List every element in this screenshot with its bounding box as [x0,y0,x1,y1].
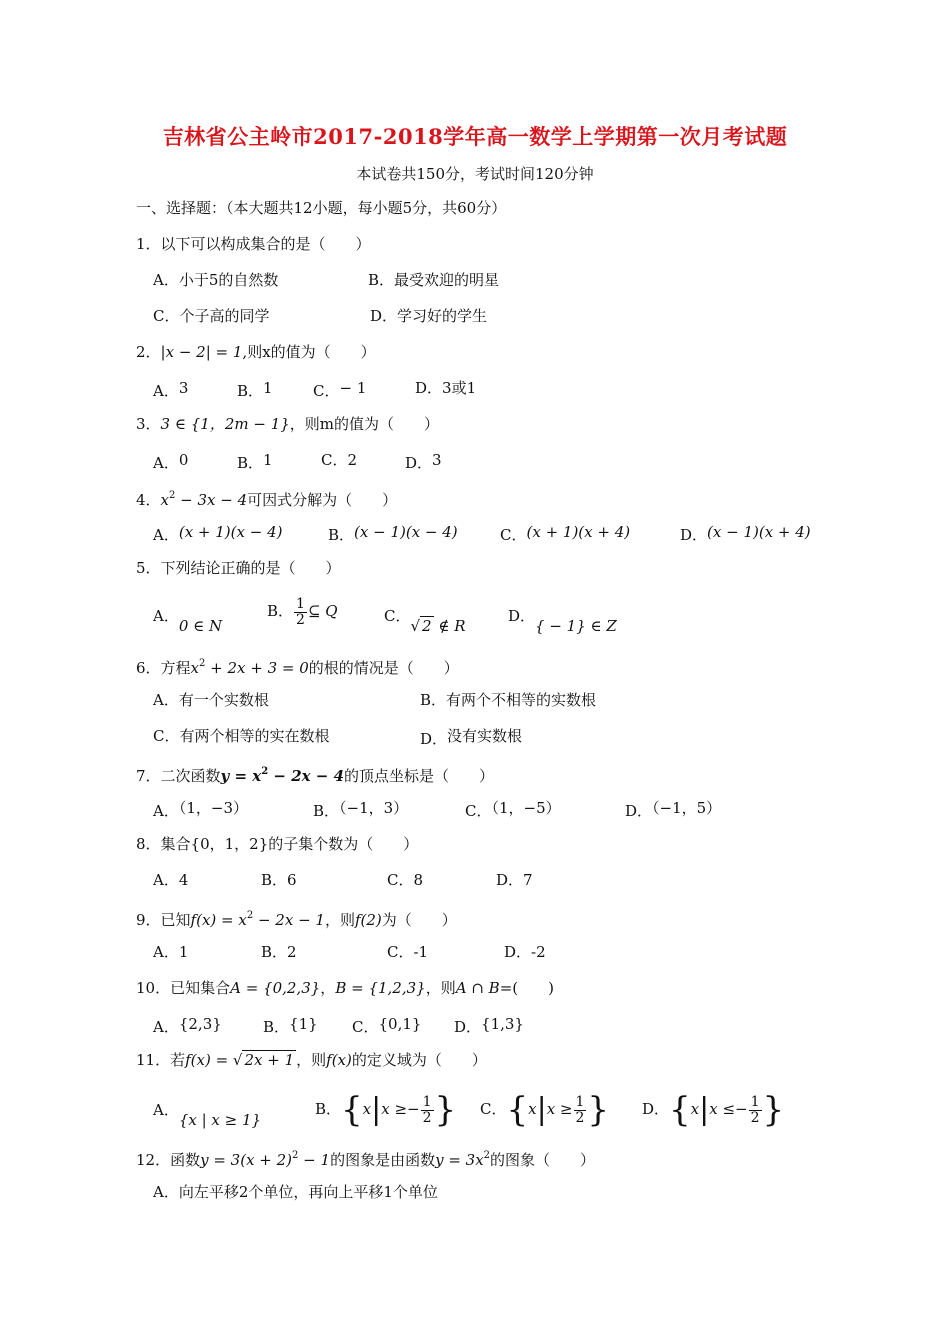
option-label: B． [237,382,264,400]
option-value: (x + 1)(x + 4) [526,523,631,541]
question-11-stem [136,1050,487,1070]
question-6-text: 6．方程 [136,659,191,677]
option-label: B． [328,526,355,544]
question-9-option-a: A．1 [153,943,189,961]
option-label: C． [352,1018,379,1036]
question-8-option-c: C．8 [387,871,424,889]
exponent: 2 [483,1150,491,1161]
brace-right: } [762,1090,785,1130]
question-12-math [200,1151,330,1169]
question-4-option-a [153,522,282,545]
math-part: y = 3(x + 2) [200,1151,293,1169]
option-label: A． [153,1018,179,1036]
option-value: ∉ R [433,617,466,635]
math-part: − 3x − 4 [175,491,248,509]
question-10-stem [136,978,554,998]
exponent: 2 [246,910,254,921]
option-value: 3 [432,451,442,469]
option-value: （−1，3） [339,799,409,817]
question-6-text: 的根的情况是（ ） [308,659,459,677]
question-4-text: 可因式分解为（ ） [247,491,398,509]
option-label: C． [500,526,527,544]
question-4-option-c [500,522,630,545]
option-value: { − 1} ∈ Z [535,617,617,635]
option-label: D． [420,730,448,748]
question-12-text: 12．函数 [136,1151,201,1169]
option-label: D． [642,1100,670,1118]
option-value: 0 ∈ N [178,617,223,635]
question-10-math: B = {1,2,3} [335,979,426,997]
set-condition: x ≥ [546,1100,573,1118]
brace-right: } [587,1090,610,1130]
question-11-option-b [315,1090,456,1128]
denominator: 2 [422,1109,432,1126]
fraction [749,1095,762,1126]
radicand: 2x + 1 [244,1051,295,1069]
option-label: C． [480,1100,507,1118]
option-value: 1 [263,379,273,397]
question-11-option-d [642,1090,784,1128]
fraction [421,1095,434,1126]
exponent: 2 [292,1150,299,1161]
question-12-text: 的图象（ ） [490,1151,596,1169]
question-6-stem [136,654,459,678]
question-7-option-b [313,798,408,821]
question-6-option-a: A．有一个实数根 [153,691,269,709]
denominator: 2 [296,611,305,628]
question-9-text: ，则 [324,911,355,929]
question-9-option-d: D．-2 [504,943,546,961]
question-6-math [191,659,309,677]
question-1-option-c: C．个子高的同学 [153,307,270,325]
option-value: {1,3} [481,1015,524,1033]
set-bar: | [536,1092,547,1127]
option-value: 没有实数根 [447,727,523,745]
brace-left: { [669,1090,691,1130]
question-11-option-c [480,1090,609,1128]
option-label: A． [153,526,179,544]
math-part: x [160,491,170,509]
question-5-option-d [508,606,617,636]
question-11-math: f(x) = [185,1051,233,1069]
question-2-stem [136,342,376,362]
question-7-stem [136,762,494,786]
numerator: 1 [750,1093,760,1110]
brace-left: { [506,1090,529,1130]
question-1-option-d: D．学习好的学生 [370,307,488,325]
math-part: + 2x + 3 = 0 [205,659,309,677]
option-value: 3 [178,379,189,397]
denominator: 2 [750,1109,760,1126]
question-7-option-c [465,798,561,821]
option-value: {2,3} [178,1015,222,1033]
option-label: D． [454,1018,482,1036]
option-label: A． [153,607,179,625]
math-part: y = 3x [435,1151,484,1169]
option-value: − 1 [339,379,367,397]
question-9-text: 9．已知 [136,911,191,929]
question-2-option-c [313,378,366,401]
option-value: 1 [263,451,273,469]
question-10-option-b [263,1014,318,1037]
option-value: （−1，5） [652,799,722,817]
question-4-stem [136,486,397,510]
question-2-text: ,则x的值为（ ） [242,343,376,361]
sqrt-sign: √ [232,1051,243,1069]
set-variable: x [362,1100,372,1118]
question-1-option-a: A．小于5的自然数 [153,271,279,289]
question-10-text: 10．已知集合 [136,979,231,997]
option-label: C． [313,382,340,400]
question-4-math [161,491,248,509]
exponent: 2 [169,490,176,501]
question-5-option-b [267,594,338,628]
option-label: B． [315,1100,342,1118]
brace-right: } [434,1090,457,1130]
section-heading: 一、选择题：（本大题共12小题，每小题5分，共60分） [136,199,507,217]
fraction [574,1095,587,1126]
question-9-math [191,911,325,929]
numerator: 1 [575,1093,585,1110]
option-value: ⊆ Q [307,602,338,620]
math-part: − 2x − 4 [268,767,345,785]
option-label: A． [153,454,179,472]
numerator: 1 [422,1093,432,1110]
question-2-math: |x − 2| = 1 [160,343,243,361]
option-value: (x + 1)(x − 4) [178,523,283,541]
option-value: {x | x ≥ 1} [178,1111,262,1129]
question-3-math: 3 ∈ {1，2m − 1} [160,415,290,433]
question-7-text: 7．二次函数 [136,767,221,785]
option-value: {0,1} [378,1015,422,1033]
question-4-option-b [328,522,458,545]
question-10-option-d [454,1014,524,1037]
question-11-text: 11．若 [136,1051,186,1069]
question-3-option-a [153,450,188,473]
fraction [294,597,307,628]
option-label: C． [384,607,411,625]
option-label: B． [267,602,294,620]
question-9-option-c: C．-1 [387,943,429,961]
exam-subtitle: 本试卷共150分，考试时间120分钟 [356,165,594,183]
question-4-option-d [680,522,811,545]
question-2-option-d: D．3或1 [415,379,477,397]
sqrt-sign: √ [410,617,421,635]
math-part: f(x) = x [190,911,247,929]
exponent: 2 [199,658,206,669]
option-value: (x − 1)(x + 4) [707,523,811,541]
question-10-option-a [153,1014,222,1037]
math-part: x [190,659,200,677]
option-value: 0 [178,451,189,469]
question-8-stem [136,834,418,854]
question-number: 4． [136,491,161,509]
question-number: 3． [136,415,161,433]
set-bar: | [371,1092,382,1127]
option-label: D． [680,526,708,544]
question-3-stem [136,414,439,434]
question-12-math [435,1151,490,1169]
question-2-option-a [153,378,188,401]
set-variable: x [690,1100,700,1118]
question-11-text: ，则 [296,1051,327,1069]
question-10-text: ，则 [425,979,456,997]
question-3-text: ，则m的值为（ ） [289,415,440,433]
numerator: 1 [296,595,305,612]
exam-title: 吉林省公主岭市2017-2018学年高一数学上学期第一次月考试题 [162,124,788,149]
option-value: (x − 1)(x − 4) [354,523,458,541]
question-8-text: 8．集合 [136,835,191,853]
exponent: 2 [261,766,269,777]
option-label: D． [625,802,653,820]
question-11-math: f(x) [326,1051,352,1069]
set-bar: | [699,1092,710,1127]
set-condition: x ≤− [709,1100,748,1118]
option-label: B． [237,454,264,472]
question-9-text: 为（ ） [381,911,457,929]
option-label: C． [465,802,492,820]
option-value: （1，−3） [178,799,248,817]
option-label: B． [313,802,340,820]
question-12-stem [136,1146,595,1170]
set-condition: x ≥− [381,1100,420,1118]
question-1-stem: 1．以下可以构成集合的是（ ） [136,235,371,253]
question-8-option-a: A．4 [153,871,189,889]
math-part: y = x [220,767,262,785]
question-5-option-a [153,606,222,636]
option-label: D． [405,454,433,472]
question-8-math: {0，1，2} [190,835,269,853]
question-3-option-c: C．2 [321,451,358,469]
option-label: D． [508,607,536,625]
question-7-option-d [625,798,721,821]
question-7-text: 的顶点坐标是（ ） [344,767,495,785]
option-label: A． [153,802,179,820]
question-11-text: 的定义域为（ ） [351,1051,487,1069]
question-9-option-b: B．2 [261,943,297,961]
set-variable: x [528,1100,537,1118]
question-12-text: 的图象是由函数 [330,1151,436,1169]
question-7-math [221,767,344,785]
question-8-option-b: B．6 [261,871,297,889]
question-3-option-d [405,450,442,473]
question-5-stem: 5．下列结论正确的是（ ） [136,559,341,577]
question-6-option-d [420,726,522,749]
option-value: （1，−5） [491,799,561,817]
question-9-math: f(2) [354,911,382,929]
question-8-text: 的子集个数为（ ） [268,835,419,853]
question-10-math: A = {0,2,3} [230,979,321,997]
option-label: A． [153,382,179,400]
question-10-text: ， [320,979,336,997]
question-number: 2． [136,343,161,361]
question-2-option-b [237,378,273,401]
math-part: − 1 [298,1151,331,1169]
question-10-text: =( ) [499,979,554,997]
question-3-option-b [237,450,273,473]
option-label: B． [263,1018,290,1036]
option-label: A． [153,1101,179,1119]
question-6-option-c: C．有两个相等的实在数根 [153,727,330,745]
question-5-option-c [384,606,466,636]
math-part: − 2x − 1 [253,911,325,929]
option-value: {1} [289,1015,318,1033]
question-10-option-c [352,1014,421,1037]
question-7-option-a [153,798,248,821]
denominator: 2 [575,1109,585,1126]
question-1-option-b: B．最受欢迎的明星 [368,271,500,289]
question-12-option-a: A．向左平移2个单位，再向上平移1个单位 [153,1183,438,1201]
question-6-option-b: B．有两个不相等的实数根 [420,691,597,709]
radicand: 2 [422,617,432,635]
question-10-math: A ∩ B [455,979,500,997]
brace-left: { [341,1090,363,1130]
question-9-stem [136,906,457,930]
question-11-option-a [153,1100,261,1130]
question-8-option-d: D．7 [496,871,533,889]
